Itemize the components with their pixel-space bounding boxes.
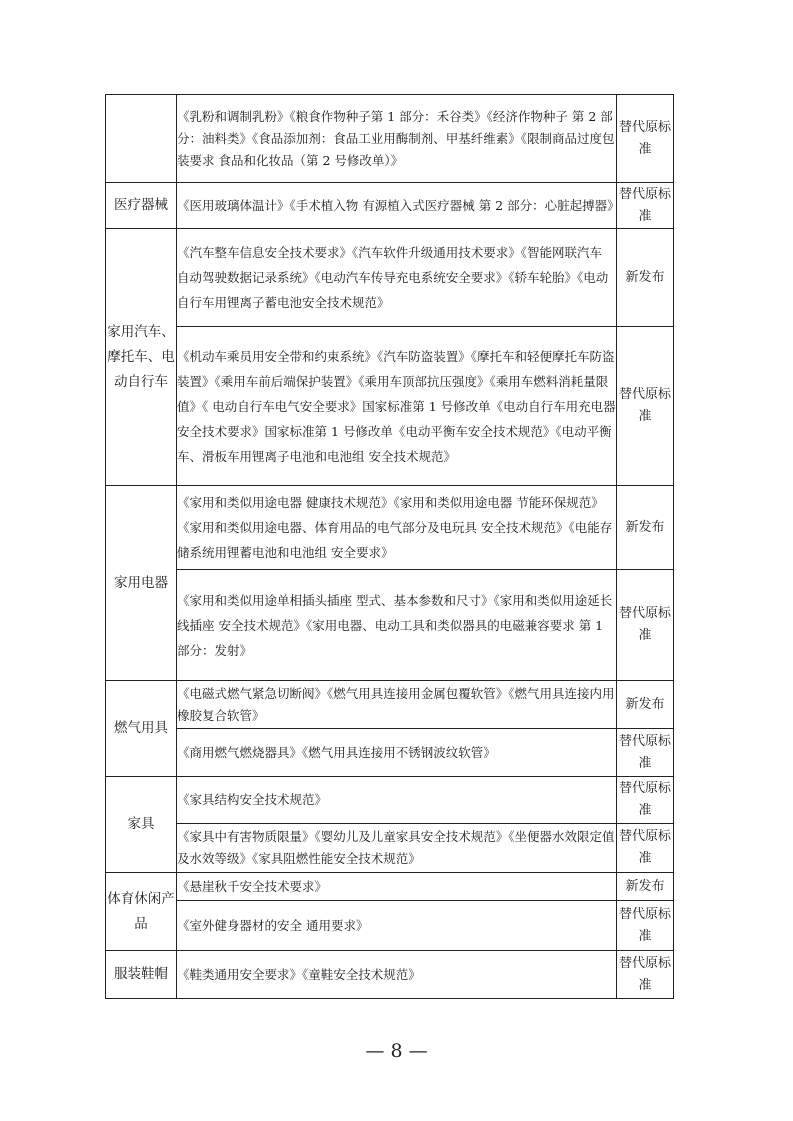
standards-list: 《电磁式燃气紧急切断阀》《燃气用具连接用金属包覆软管》《燃气用具连接内用橡胶复合软管》: [177, 681, 617, 729]
standards-list: 《乳粉和调制乳粉》《粮食作物种子第 1 部分：禾谷类》《经济作物种子 第 2 部分：油料类》《食品添加剂：食品工业用酶制剂、甲基纤维素》《限制商品过度包装要求 食品和化妆品（第 2 号修改单）》: [177, 95, 617, 183]
table-row: [106, 901, 674, 951]
standards-list: 《医用玻璃体温计》《手术植入物 有源植入式医疗器械 第 2 部分：心脏起搏器》: [177, 183, 617, 229]
status-cell: 替代原标准: [617, 183, 674, 229]
table-row: [106, 95, 674, 183]
standards-list: 《商用燃气燃烧器具》《燃气用具连接用不锈钢波纹软管》: [177, 729, 617, 777]
category-cell: 服装鞋帽: [106, 951, 177, 999]
standards-list: 《机动车乘员用安全带和约束系统》《汽车防盗装置》《摩托车和轻便摩托车防盗装置》《乘用车前后端保护装置》《乘用车顶部抗压强度》《乘用车燃料消耗量限值》《 电动自行车电气安全要求》国家标准第 1 号修改单《电动自行车用充电器安全技术要求》国家标准第 1 号修改单《电动平衡车安全技术规范》《电动平衡车、滑板车用锂离子电池和电池组 安全技术规范》: [177, 327, 617, 486]
table-row: [106, 824, 674, 873]
status-cell: 替代原标准: [617, 570, 674, 681]
category-cell: 医疗器械: [106, 183, 177, 229]
status-cell: 替代原标准: [617, 729, 674, 777]
status-cell: 替代原标准: [617, 777, 674, 824]
status-cell: 新发布: [617, 229, 674, 327]
status-cell: 替代原标准: [617, 327, 674, 486]
table-row: [106, 486, 674, 570]
table-row: [106, 229, 674, 327]
table-row: [106, 570, 674, 681]
standards-list: 《汽车整车信息安全技术要求》《汽车软件升级通用技术要求》《智能网联汽车 自动驾驶数据记录系统》《电动汽车传导充电系统安全要求》《轿车轮胎》《电动自行车用锂离子蓄电池安全技术规范》: [177, 229, 617, 327]
standards-list: 《家具结构安全技术规范》: [177, 777, 617, 824]
table-row: [106, 327, 674, 486]
status-cell: 新发布: [617, 681, 674, 729]
status-cell: 替代原标准: [617, 95, 674, 183]
table-row: [106, 729, 674, 777]
category-cell: [106, 95, 177, 183]
standards-list: 《悬崖秋千安全技术要求》: [177, 873, 617, 901]
table-row: [106, 681, 674, 729]
status-cell: 替代原标准: [617, 824, 674, 873]
standards-list: 《家具中有害物质限量》《婴幼儿及儿童家具安全技术规范》《坐便器水效限定值及水效等级》《家具阻燃性能安全技术规范》: [177, 824, 617, 873]
category-cell: 家用电器: [106, 486, 177, 681]
category-cell: 燃气用具: [106, 681, 177, 777]
table-row: [106, 777, 674, 824]
table-row: [106, 183, 674, 229]
status-cell: 新发布: [617, 486, 674, 570]
status-cell: 替代原标准: [617, 951, 674, 999]
category-cell: 家具: [106, 777, 177, 873]
standards-list: 《家用和类似用途电器 健康技术规范》《家用和类似用途电器 节能环保规范》《家用和类似用途电器、体育用品的电气部分及电玩具 安全技术规范》《电能存储系统用锂蓄电池和电池组 安全要求》: [177, 486, 617, 570]
status-cell: 新发布: [617, 873, 674, 901]
standards-list: 《鞋类通用安全要求》《童鞋安全技术规范》: [177, 951, 617, 999]
category-cell: 家用汽车、摩托车、电动自行车: [106, 229, 177, 486]
status-cell: 替代原标准: [617, 901, 674, 951]
table-row: [106, 873, 674, 901]
standards-list: 《家用和类似用途单相插头插座 型式、基本参数和尺寸》《家用和类似用途延长线插座 安全技术规范》《家用电器、电动工具和类似器具的电磁兼容要求 第 1 部分：发射》: [177, 570, 617, 681]
table-row: [106, 951, 674, 999]
category-cell: 体育休闲产品: [106, 873, 177, 951]
standards-table: [105, 94, 674, 999]
standards-list: 《室外健身器材的安全 通用要求》: [177, 901, 617, 951]
page-number: — 8 —: [365, 1040, 428, 1062]
